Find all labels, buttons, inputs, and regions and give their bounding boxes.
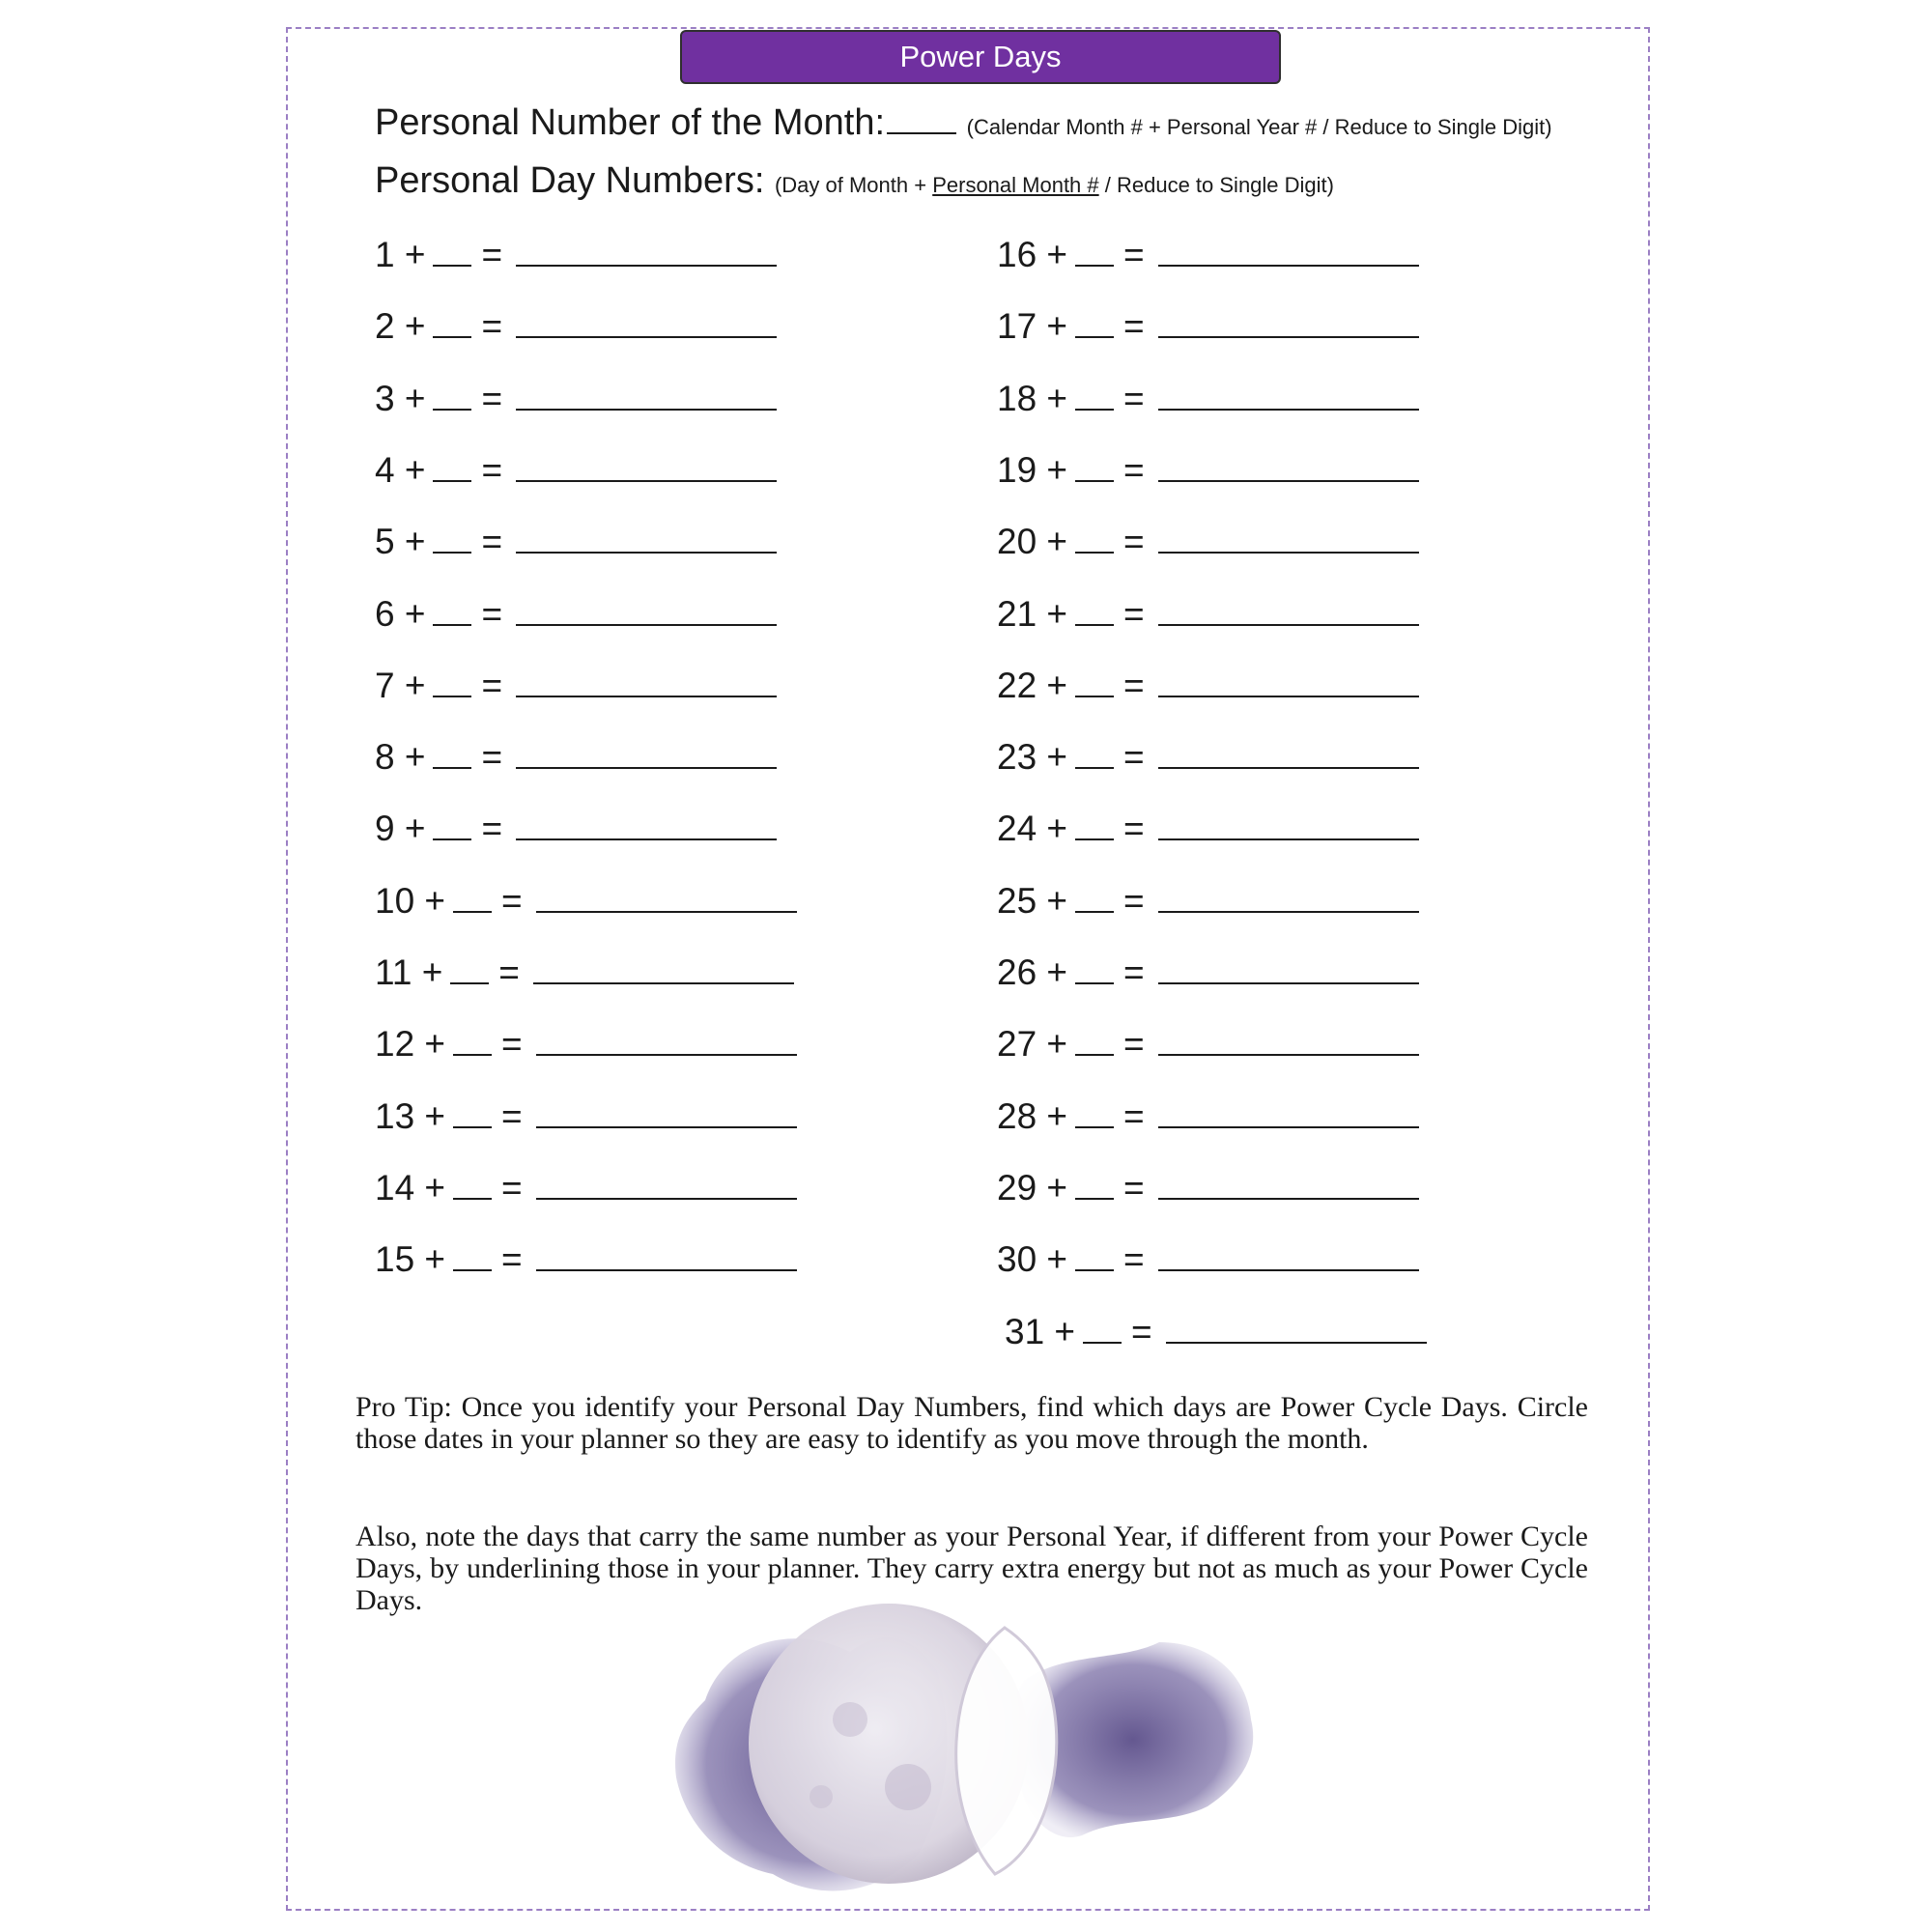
day-row-12 <box>375 1021 797 1067</box>
moon-watercolor-illustration <box>667 1584 1265 1913</box>
day-number: 4 + <box>375 449 426 490</box>
day-number: 19 + <box>997 449 1068 490</box>
equals-sign: = <box>481 522 503 562</box>
equals-sign: = <box>1123 1167 1145 1208</box>
personal-day-answer[interactable] <box>536 1165 797 1200</box>
day-number: 22 + <box>997 665 1068 705</box>
day-number: 7 + <box>375 665 426 705</box>
personal-day-answer[interactable] <box>1158 878 1419 913</box>
day-number: 30 + <box>997 1239 1068 1280</box>
personal-month-slot[interactable] <box>1075 521 1114 554</box>
personal-month-slot[interactable] <box>453 1095 492 1128</box>
personal-month-slot[interactable] <box>1075 1095 1114 1128</box>
day-number: 12 + <box>375 1024 446 1065</box>
personal-month-slot[interactable] <box>1075 880 1114 913</box>
equals-sign: = <box>1123 378 1145 418</box>
personal-month-slot[interactable] <box>450 952 489 984</box>
equals-sign: = <box>1123 1095 1145 1136</box>
personal-day-answer[interactable] <box>1158 591 1419 626</box>
day-row-20 <box>997 519 1419 565</box>
day-number: 26 + <box>997 952 1068 992</box>
personal-month-slot[interactable] <box>433 593 471 626</box>
personal-day-answer[interactable] <box>1158 950 1419 984</box>
personal-day-answer[interactable] <box>1158 303 1419 338</box>
day-row-7 <box>375 663 777 709</box>
personal-day-answer[interactable] <box>516 447 777 482</box>
personal-day-answer[interactable] <box>516 232 777 267</box>
day-row-24 <box>997 806 1419 852</box>
personal-month-slot[interactable] <box>433 449 471 482</box>
equals-sign: = <box>1123 522 1145 562</box>
day-number: 9 + <box>375 809 426 849</box>
equals-sign: = <box>1123 306 1145 347</box>
day-row-29 <box>997 1165 1419 1211</box>
equals-sign: = <box>498 952 520 992</box>
personal-day-line <box>375 160 1334 202</box>
day-number: 3 + <box>375 378 426 418</box>
personal-month-slot[interactable] <box>1075 736 1114 769</box>
day-number: 20 + <box>997 522 1068 562</box>
day-number: 5 + <box>375 522 426 562</box>
personal-month-ref: Personal Month # <box>932 173 1099 197</box>
day-row-31 <box>1005 1309 1427 1355</box>
day-row-25 <box>997 878 1419 924</box>
day-number: 27 + <box>997 1024 1068 1065</box>
day-number: 28 + <box>997 1095 1068 1136</box>
personal-day-answer[interactable] <box>533 950 794 984</box>
personal-day-answer[interactable] <box>516 806 777 840</box>
personal-month-slot[interactable] <box>433 736 471 769</box>
day-row-6 <box>375 591 777 638</box>
personal-day-answer[interactable] <box>1158 376 1419 411</box>
personal-day-answer[interactable] <box>1158 447 1419 482</box>
day-row-1 <box>375 232 777 278</box>
equals-sign: = <box>1123 809 1145 849</box>
personal-month-slot[interactable] <box>433 378 471 411</box>
personal-day-answer[interactable] <box>516 519 777 554</box>
equals-sign: = <box>1123 449 1145 490</box>
day-number: 24 + <box>997 809 1068 849</box>
equals-sign: = <box>481 737 503 778</box>
day-number: 8 + <box>375 737 426 778</box>
equals-sign: = <box>481 593 503 634</box>
personal-day-answer[interactable] <box>536 1021 797 1056</box>
day-row-28 <box>997 1094 1419 1140</box>
day-number: 15 + <box>375 1239 446 1280</box>
equals-sign: = <box>481 449 503 490</box>
personal-day-answer[interactable] <box>1158 663 1419 697</box>
day-row-22 <box>997 663 1419 709</box>
personal-day-answer[interactable] <box>1158 232 1419 267</box>
day-row-19 <box>997 447 1419 494</box>
personal-day-answer[interactable] <box>1158 1236 1419 1271</box>
equals-sign: = <box>1123 1024 1145 1065</box>
equals-sign: = <box>481 378 503 418</box>
personal-day-answer[interactable] <box>516 303 777 338</box>
personal-month-slot[interactable] <box>433 665 471 697</box>
personal-month-slot[interactable] <box>1075 1238 1114 1271</box>
equals-sign: = <box>1131 1311 1152 1351</box>
personal-day-answer[interactable] <box>1158 806 1419 840</box>
day-row-17 <box>997 303 1419 350</box>
day-number: 2 + <box>375 306 426 347</box>
day-row-14 <box>375 1165 797 1211</box>
personal-day-answer[interactable] <box>516 591 777 626</box>
day-row-9 <box>375 806 777 852</box>
equals-sign: = <box>481 665 503 705</box>
personal-month-slot[interactable] <box>433 808 471 840</box>
personal-month-slot[interactable] <box>1075 808 1114 840</box>
equals-sign: = <box>1123 1239 1145 1280</box>
equals-sign: = <box>1123 952 1145 992</box>
day-number: 14 + <box>375 1167 446 1208</box>
day-row-11 <box>375 950 794 996</box>
equals-sign: = <box>1123 737 1145 778</box>
personal-month-slot[interactable] <box>1075 449 1114 482</box>
personal-month-note: (Calendar Month # + Personal Year # / Reduce to Single Digit) <box>966 115 1552 139</box>
day-number: 25 + <box>997 880 1068 921</box>
day-number: 16 + <box>997 235 1068 274</box>
personal-day-answer[interactable] <box>516 376 777 411</box>
day-number: 23 + <box>997 737 1068 778</box>
personal-day-answer[interactable] <box>536 1236 797 1271</box>
personal-month-slot[interactable] <box>453 1238 492 1271</box>
day-row-8 <box>375 734 777 781</box>
day-number: 1 + <box>375 235 426 274</box>
personal-month-slot[interactable] <box>453 880 492 913</box>
equals-sign: = <box>501 1167 523 1208</box>
personal-month-slot[interactable] <box>1083 1311 1122 1344</box>
personal-day-answer[interactable] <box>516 734 777 769</box>
day-number: 18 + <box>997 378 1068 418</box>
equals-sign: = <box>481 306 503 347</box>
personal-day-answer[interactable] <box>1158 1094 1419 1128</box>
equals-sign: = <box>481 235 503 274</box>
personal-month-slot[interactable] <box>453 1023 492 1056</box>
day-number: 21 + <box>997 593 1068 634</box>
day-row-26 <box>997 950 1419 996</box>
day-number: 10 + <box>375 880 446 921</box>
personal-month-slot[interactable] <box>1075 593 1114 626</box>
personal-month-slot[interactable] <box>433 521 471 554</box>
personal-day-answer[interactable] <box>1158 1165 1419 1200</box>
day-row-13 <box>375 1094 797 1140</box>
day-row-30 <box>997 1236 1419 1283</box>
pro-tip-paragraph: Pro Tip: Once you identify your Personal Day Numbers, find which days are Power Cycle Days. Circle those dates in your planner so they are easy to identify as you move through the month. <box>355 1391 1588 1455</box>
page-title: Power Days <box>680 30 1281 84</box>
equals-sign: = <box>501 880 523 921</box>
equals-sign: = <box>501 1024 523 1065</box>
day-row-21 <box>997 591 1419 638</box>
day-number: 31 + <box>1005 1311 1076 1351</box>
personal-month-slot[interactable] <box>433 234 471 267</box>
day-row-3 <box>375 376 777 422</box>
day-number: 13 + <box>375 1095 446 1136</box>
personal-month-blank[interactable] <box>887 103 956 134</box>
day-row-4 <box>375 447 777 494</box>
personal-day-answer[interactable] <box>1158 1021 1419 1056</box>
day-number: 29 + <box>997 1167 1068 1208</box>
personal-day-answer[interactable] <box>1166 1309 1427 1344</box>
day-row-18 <box>997 376 1419 422</box>
personal-month-slot[interactable] <box>1075 305 1114 338</box>
also-note-paragraph: Also, note the days that carry the same number as your Personal Year, if different from your Power Cycle Days, by underlining those in your planner. They carry extra energy but not as much as your Power Cycle Days. <box>355 1520 1588 1616</box>
equals-sign: = <box>501 1239 523 1280</box>
personal-month-label: Personal Number of the Month: <box>375 102 886 143</box>
personal-day-answer[interactable] <box>1158 519 1419 554</box>
day-row-10 <box>375 878 797 924</box>
personal-month-line <box>375 102 1552 144</box>
day-row-15 <box>375 1236 797 1283</box>
personal-month-slot[interactable] <box>1075 1167 1114 1200</box>
personal-month-slot[interactable] <box>1075 665 1114 697</box>
equals-sign: = <box>1123 593 1145 634</box>
day-row-5 <box>375 519 777 565</box>
day-number: 6 + <box>375 593 426 634</box>
personal-day-note: (Day of Month + Personal Month # / Reduce to Single Digit) <box>774 173 1334 197</box>
equals-sign: = <box>481 809 503 849</box>
personal-day-answer[interactable] <box>516 663 777 697</box>
equals-sign: = <box>1123 235 1145 274</box>
day-row-27 <box>997 1021 1419 1067</box>
personal-day-answer[interactable] <box>536 1094 797 1128</box>
personal-month-slot[interactable] <box>453 1167 492 1200</box>
equals-sign: = <box>1123 880 1145 921</box>
equals-sign: = <box>501 1095 523 1136</box>
day-row-23 <box>997 734 1419 781</box>
personal-month-slot[interactable] <box>1075 378 1114 411</box>
personal-day-answer[interactable] <box>1158 734 1419 769</box>
day-number: 17 + <box>997 306 1068 347</box>
day-row-16 <box>997 232 1419 278</box>
personal-month-slot[interactable] <box>433 305 471 338</box>
personal-day-answer[interactable] <box>536 878 797 913</box>
day-row-2 <box>375 303 777 350</box>
day-number: 11 + <box>375 952 443 992</box>
personal-day-label: Personal Day Numbers: <box>375 160 765 201</box>
equals-sign: = <box>1123 665 1145 705</box>
personal-month-slot[interactable] <box>1075 1023 1114 1056</box>
personal-month-slot[interactable] <box>1075 952 1114 984</box>
personal-month-slot[interactable] <box>1075 234 1114 267</box>
